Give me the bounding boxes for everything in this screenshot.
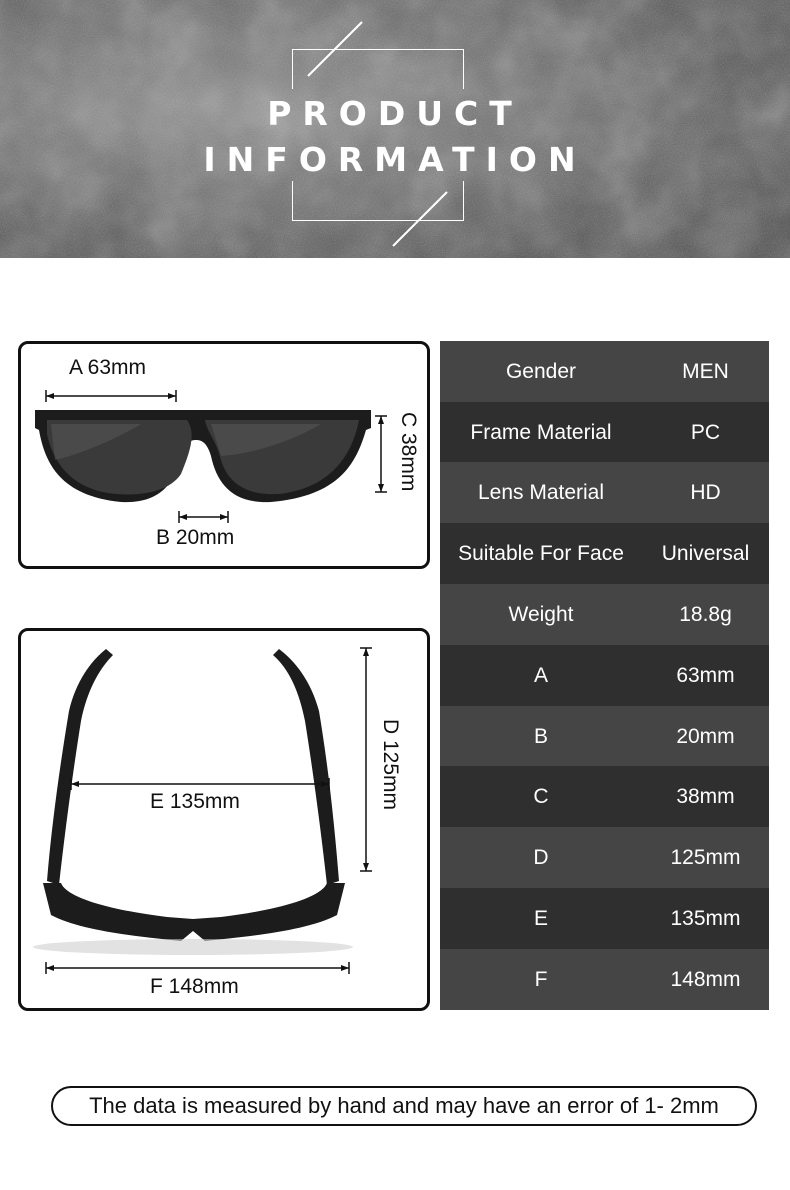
spec-value: 63mm: [676, 663, 735, 687]
spec-value: 20mm: [676, 724, 735, 748]
spec-key: Suitable For Face: [458, 541, 624, 565]
spec-row-frame-material: [440, 402, 769, 463]
spec-value: MEN: [682, 359, 729, 383]
title-product: PRODUCT: [267, 94, 523, 133]
spec-value: 135mm: [670, 906, 741, 930]
label-a: A 63mm: [69, 356, 147, 379]
spec-row-e: [440, 888, 769, 949]
label-b: B 20mm: [156, 526, 235, 549]
spec-key: Gender: [505, 359, 577, 383]
spec-row-c: [440, 766, 769, 827]
spec-key: Frame Material: [470, 420, 612, 444]
spec-table: [440, 341, 769, 1010]
front-view-panel: [18, 341, 430, 569]
spec-value: Universal: [661, 541, 750, 565]
spec-value: 125mm: [670, 845, 741, 869]
title-information: INFORMATION: [203, 140, 587, 179]
spec-key: C: [533, 784, 549, 808]
spec-key: Lens Material: [477, 480, 605, 504]
label-c: C 38mm: [397, 412, 420, 492]
spec-key: D: [533, 845, 549, 869]
spec-value: PC: [690, 420, 721, 444]
header-banner: [0, 0, 790, 258]
sunglasses-top-image: [21, 631, 427, 1008]
spec-value: 148mm: [670, 967, 741, 991]
measurement-note: The data is measured by hand and may have an error of 1- 2mm: [51, 1086, 757, 1126]
label-f: F 148mm: [150, 975, 239, 998]
spec-key: A: [533, 663, 548, 687]
spec-row-weight: [440, 584, 769, 645]
spec-value: 18.8g: [679, 602, 732, 626]
spec-row-d: [440, 827, 769, 888]
spec-row-f: [440, 949, 769, 1010]
spec-key: Weight: [508, 602, 574, 626]
spec-key: B: [533, 724, 548, 748]
spec-key: F: [534, 967, 548, 991]
spec-value: HD: [690, 480, 721, 504]
label-d: D 125mm: [379, 719, 402, 811]
spec-row-a: [440, 645, 769, 706]
spec-row-b: [440, 706, 769, 767]
top-view-panel: [18, 628, 430, 1011]
spec-value: 38mm: [676, 784, 735, 808]
spec-key: E: [533, 906, 548, 930]
spec-row-suitable-face: [440, 523, 769, 584]
spec-row-lens-material: [440, 462, 769, 523]
spec-row-gender: [440, 341, 769, 402]
label-e: E 135mm: [150, 790, 240, 813]
